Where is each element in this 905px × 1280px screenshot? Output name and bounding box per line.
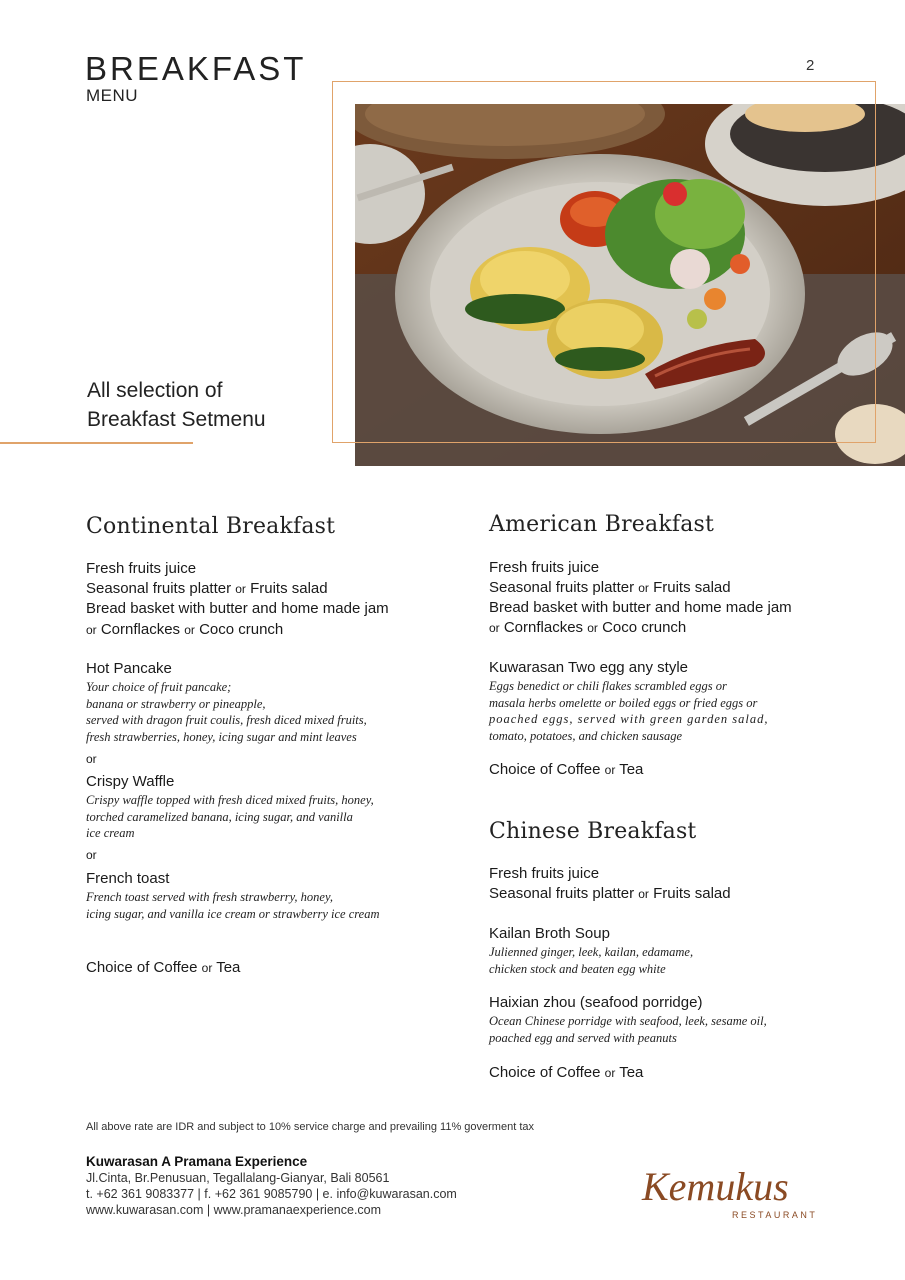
- porridge-title: Haixian zhou (seafood porridge): [489, 994, 703, 1011]
- menu-subtitle: MENU: [86, 86, 139, 105]
- or-word: or: [604, 763, 616, 777]
- drink-tea: Tea: [619, 1064, 644, 1081]
- toast-desc-line: icing sugar, and vanilla ice cream or strawberry ice cream: [86, 906, 380, 921]
- continental-platter-b: Fruits salad: [250, 580, 328, 597]
- waffle-desc-line: torched caramelized banana, icing sugar, and vanilla: [86, 809, 353, 824]
- pancake-title: Hot Pancake: [86, 660, 172, 677]
- pancake-desc-line: banana or strawberry or pineapple,: [86, 696, 266, 711]
- drink-tea: Tea: [619, 761, 644, 778]
- porridge-desc-line: poached egg and served with peanuts: [489, 1030, 677, 1045]
- tagline: [87, 376, 266, 434]
- chinese-juice: Fresh fruits juice: [489, 865, 600, 882]
- porridge-desc-line: Ocean Chinese porridge with seafood, leek, sesame oil,: [489, 1014, 767, 1028]
- american-platter-b: Fruits salad: [653, 579, 731, 596]
- toast-desc-line: French toast served with fresh strawberry, honey,: [86, 890, 333, 904]
- toast-description: [86, 889, 379, 922]
- drink-coffee: Choice of Coffee: [86, 959, 198, 976]
- or-word: or: [489, 621, 500, 635]
- toast-title: French toast: [86, 870, 170, 887]
- chinese-drink: [489, 1064, 643, 1081]
- continental-bread: Bread basket with butter and home made jam: [86, 600, 389, 617]
- continental-cereal-b: Coco crunch: [199, 621, 284, 638]
- waffle-desc-line: Crispy waffle topped with fresh diced mixed fruits, honey,: [86, 793, 374, 807]
- soup-description: [489, 944, 693, 977]
- chinese-platter: [489, 885, 731, 902]
- egg-desc-line: Eggs benedict or chili flakes scrambled eggs or: [489, 679, 727, 693]
- continental-cereal-a: Cornflackes: [100, 621, 181, 638]
- american-juice: Fresh fruits juice: [489, 559, 600, 576]
- or-word: or: [86, 752, 97, 766]
- continental-cereal: [86, 621, 283, 638]
- contact-line: t. +62 361 9083377 | f. +62 361 9085790 | e. info@kuwarasan.com: [86, 1187, 457, 1201]
- egg-description: [489, 678, 768, 744]
- page-number: 2: [806, 57, 815, 74]
- or-word: or: [86, 848, 97, 862]
- or-word: or: [638, 581, 649, 595]
- logo-name: Kemukus: [642, 1164, 789, 1209]
- american-drink: [489, 761, 643, 778]
- or-word: or: [201, 961, 213, 975]
- drink-coffee: Choice of Coffee: [489, 1064, 601, 1081]
- continental-title: Continental Breakfast: [86, 514, 336, 539]
- pancake-desc-line: served with dragon fruit coulis, fresh diced mixed fruits,: [86, 713, 367, 727]
- continental-drink: [86, 959, 240, 976]
- continental-platter: [86, 580, 328, 597]
- tagline-line-1: All selection of: [87, 379, 223, 402]
- american-cereal-a: Cornflackes: [503, 619, 584, 636]
- egg-desc-line: masala herbs omelette or boiled eggs or fried eggs or: [489, 695, 758, 710]
- tagline-line-2: Breakfast Setmenu: [87, 408, 266, 431]
- breakfast-photo: [355, 104, 905, 466]
- tax-note: All above rate are IDR and subject to 10% service charge and prevailing 11% goverment tax: [86, 1121, 534, 1133]
- or-word: or: [235, 582, 246, 596]
- or-word: or: [587, 621, 598, 635]
- drink-tea: Tea: [216, 959, 241, 976]
- pancake-description: [86, 679, 367, 745]
- american-platter-a: Seasonal fruits platter: [489, 579, 635, 596]
- soup-title: Kailan Broth Soup: [489, 925, 610, 942]
- continental-juice: Fresh fruits juice: [86, 560, 197, 577]
- egg-title: Kuwarasan Two egg any style: [489, 659, 689, 676]
- drink-coffee: Choice of Coffee: [489, 761, 601, 778]
- tagline-divider: [0, 442, 193, 444]
- chinese-platter-b: Fruits salad: [653, 885, 731, 902]
- pancake-desc-line: Your choice of fruit pancake;: [86, 680, 232, 694]
- american-bread: Bread basket with butter and home made jam: [489, 599, 792, 616]
- american-title: American Breakfast: [489, 512, 715, 537]
- waffle-description: [86, 792, 374, 842]
- pancake-desc-line: fresh strawberries, honey, icing sugar and mint leaves: [86, 729, 357, 744]
- or-word: or: [604, 1066, 616, 1080]
- company-name: Kuwarasan A Pramana Experience: [86, 1154, 308, 1169]
- waffle-title: Crispy Waffle: [86, 773, 175, 790]
- egg-desc-line: poached eggs, served with green garden salad,: [489, 712, 769, 726]
- american-cereal-b: Coco crunch: [602, 619, 687, 636]
- american-platter: [489, 579, 731, 596]
- address: Jl.Cinta, Br.Penusuan, Tegallalang-Gianyar, Bali 80561: [86, 1171, 390, 1185]
- porridge-description: [489, 1013, 767, 1046]
- menu-title: BREAKFAST: [85, 50, 307, 87]
- chinese-title: Chinese Breakfast: [489, 819, 697, 844]
- or-word: or: [86, 623, 97, 637]
- american-cereal: [489, 619, 686, 636]
- waffle-desc-line: ice cream: [86, 826, 135, 840]
- websites: www.kuwarasan.com | www.pramanaexperience.com: [86, 1203, 382, 1217]
- logo-tagline: RESTAURANT: [732, 1210, 818, 1220]
- continental-platter-a: Seasonal fruits platter: [86, 580, 232, 597]
- soup-desc-line: chicken stock and beaten egg white: [489, 961, 666, 976]
- kemukus-logo: [640, 1160, 825, 1224]
- or-word: or: [184, 623, 195, 637]
- or-word: or: [638, 887, 649, 901]
- chinese-platter-a: Seasonal fruits platter: [489, 885, 635, 902]
- soup-desc-line: Julienned ginger, leek, kailan, edamame,: [489, 945, 694, 959]
- egg-desc-line: tomato, potatoes, and chicken sausage: [489, 728, 683, 743]
